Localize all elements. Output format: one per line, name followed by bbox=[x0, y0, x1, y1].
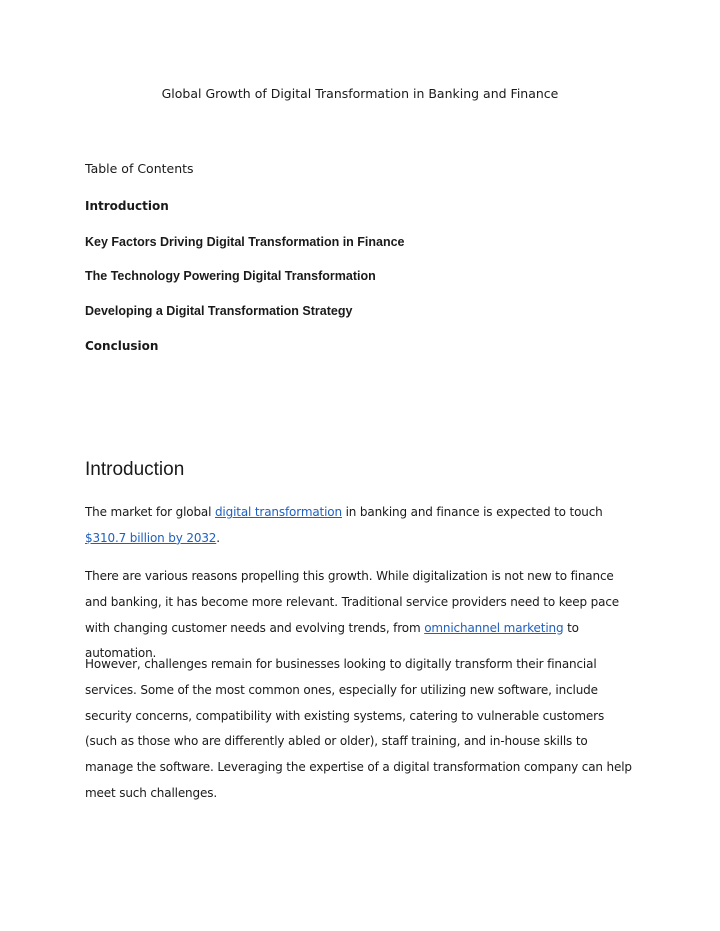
paragraph-text: There are various reasons propelling this growth. While digitalization is not new to finance and banking, it has become more relevant. Traditional service providers need to keep pace with changing customer needs and evolving trends, from bbox=[85, 569, 620, 635]
toc-heading: Table of Contents bbox=[85, 161, 194, 176]
paragraph-text: . bbox=[216, 530, 220, 545]
toc-item-strategy[interactable]: Developing a Digital Transformation Strategy bbox=[85, 304, 353, 318]
link-omnichannel-marketing[interactable]: omnichannel marketing bbox=[424, 620, 564, 635]
link-market-size[interactable]: $310.7 billion by 2032 bbox=[85, 530, 217, 545]
paragraph-challenges: However, challenges remain for businesses looking to digitally transform their financial services. Some of the most common ones, especially for utilizing new software, include security concerns, compatibility with existing systems, catering to vulnerable customers (such as those who are differently abled or older), staff training, and in-house skills to manage the software. Leveraging the expertise of a digital transformation company can help meet such challenges. bbox=[85, 657, 632, 800]
section-heading-introduction: Introduction bbox=[85, 459, 185, 480]
toc-item-technology[interactable]: The Technology Powering Digital Transformation bbox=[85, 269, 376, 283]
link-digital-transformation[interactable]: digital transformation bbox=[214, 505, 342, 519]
document-title: Global Growth of Digital Transformation in Banking and Finance bbox=[161, 86, 559, 101]
paragraph-market bbox=[85, 500, 637, 552]
paragraph-text: in banking and finance is expected to touch bbox=[341, 505, 603, 519]
toc-item-introduction[interactable]: Introduction bbox=[85, 199, 169, 213]
toc-item-key-factors[interactable]: Key Factors Driving Digital Transformation in Finance bbox=[85, 235, 405, 249]
toc-item-conclusion[interactable]: Conclusion bbox=[85, 339, 159, 353]
paragraph-text: to automation. bbox=[85, 620, 579, 661]
paragraph-text: The market for global bbox=[85, 505, 215, 519]
